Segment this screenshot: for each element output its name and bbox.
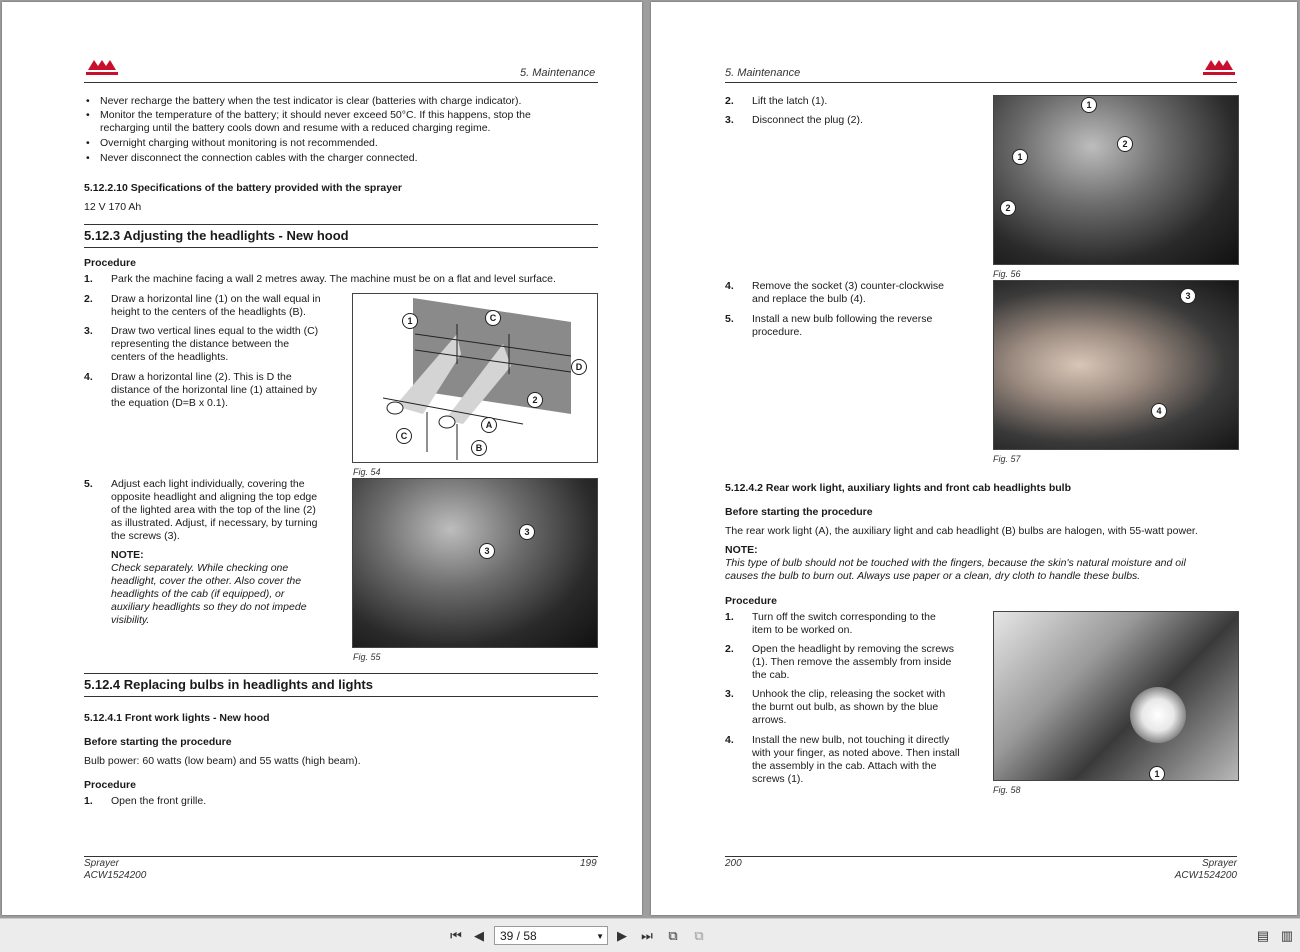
callout: A [481,417,497,433]
step-text: Park the machine facing a wall 2 metres away. The machine must be on a flat and level surface. [111,273,556,285]
footer-rule [725,856,1237,857]
step-text: centers of the headlights. [111,351,229,363]
last-page-icon[interactable]: ⏭ [641,928,653,943]
step-text: Adjust each light individually, covering the [111,478,305,490]
step-text: Draw a horizontal line (1) on the wall equal in [111,293,321,305]
bullet-item: • Never disconnect the connection cables with the charger connected. [100,152,418,165]
footer-doc-code: ACW1524200 [84,870,147,881]
figure-caption: Fig. 57 [993,454,1021,464]
note-text: headlight, cover the other. Also cover the [111,575,302,587]
bullet-item: • Never recharge the battery when the test indicator is clear (batteries with charge indicator). [100,95,521,108]
spec-value: 12 V 170 Ah [84,201,142,213]
callout: 3 [519,524,535,540]
step-text: screws (1). [752,773,804,785]
procedure-label: Procedure [84,257,136,269]
step-number: 2. [725,643,734,655]
step-text: Install a new bulb following the reverse [752,313,933,325]
callout: 1 [1081,97,1097,113]
note-label: NOTE: [725,544,758,556]
footer-doc-name: Sprayer [84,858,120,869]
prev-page-icon[interactable]: ◀ [474,928,484,943]
callout: D [571,359,587,375]
callout: B [471,440,487,456]
headlight-alignment-diagram [353,294,597,462]
step-number: 5. [725,313,734,325]
note-text: visibility. [111,614,150,626]
page-number: 200 [725,858,742,869]
callout: 1 [1012,149,1028,165]
procedure-label: Procedure [84,779,136,791]
step-text: of the lighted area with the top of the line (2) [111,504,316,516]
continuous-view-icon[interactable]: ▥ [1280,928,1294,943]
page-header: 5. Maintenance [520,67,596,79]
figure-caption: Fig. 58 [993,785,1021,795]
step-text: Lift the latch (1). [752,95,828,107]
page-199 [2,2,642,915]
step-text: and replace the bulb (4). [752,293,866,305]
callout: C [485,310,501,326]
single-page-view-icon[interactable]: ▤ [1256,928,1270,943]
callout: C [396,428,412,444]
callout: 3 [479,543,495,559]
step-text: Install the new bulb, not touching it directly [752,734,950,746]
fit-page-icon[interactable]: ⧉ [668,928,678,943]
header-rule [725,82,1237,83]
footer-doc-name: Sprayer [1201,858,1237,869]
spec-heading: 5.12.2.10 Specifications of the battery provided with the sprayer [84,182,403,194]
step-text: Open the headlight by removing the screws [752,643,954,655]
note-text: Check separately. While checking one [111,562,289,574]
note-text: This type of bulb should not be touched with the fingers, because the skin's natural moisture and oil [725,557,1186,569]
figure-54 [352,293,598,463]
step-number: 2. [725,95,734,107]
bulb-power-text: Bulb power: 60 watts (low beam) and 55 watts (high beam). [84,755,361,767]
header-rule [84,82,598,83]
before-label: Before starting the procedure [84,736,232,748]
before-label: Before starting the procedure [725,506,873,518]
page-number-select[interactable] [494,926,608,945]
sub-heading: 5.12.4.1 Front work lights - New hood [84,712,270,724]
figure-caption: Fig. 54 [353,467,381,477]
headlight-lens-icon [1130,687,1186,743]
step-text: the burnt out bulb, as shown by the blue [752,701,939,713]
callout: 2 [527,392,543,408]
figure-57 [993,280,1239,450]
step-text: height to the centers of the headlights (B). [111,306,306,318]
step-text: with your finger, as noted above. Then install [752,747,960,759]
figure-caption: Fig. 56 [993,269,1021,279]
viewer-toolbar [0,918,1300,952]
note-text: headlights of the cab (if equipped), or [111,588,285,600]
figure-58 [993,611,1239,781]
footer-doc-code: ACW1524200 [1174,870,1237,881]
step-text: procedure. [752,326,803,338]
step-text: (1). Then remove the assembly from inside [752,656,952,668]
figure-55 [352,478,598,648]
page-200 [651,2,1297,915]
note-text: auxiliary headlights so they do not impede [111,601,307,613]
sub-heading: 5.12.4.2 Rear work light, auxiliary lights and front cab headlights bulb [725,482,1071,494]
step-text: the cab. [752,669,790,681]
step-number: 2. [84,293,93,305]
step-text: distance of the horizontal line (1) attained by [111,384,318,396]
footer-rule [84,856,598,857]
figure-caption: Fig. 55 [353,652,381,662]
step-text: representing the distance between the [111,338,290,350]
step-text: Turn off the switch corresponding to the [752,611,936,623]
bullet-item: • Monitor the temperature of the battery; it should never exceed 50°C. If this happens, stop the [100,109,531,122]
step-text: item to be worked on. [752,624,853,636]
step-text: Draw two vertical lines equal to the width (C) [111,325,319,337]
procedure-label: Procedure [725,595,777,607]
step-number: 4. [725,280,734,292]
bullet-item: • Overnight charging without monitoring is not recommended. [100,137,378,150]
step-text: the screws (3). [111,530,180,542]
step-number: 4. [725,734,734,746]
callout: 1 [1149,766,1165,781]
step-number: 5. [84,478,93,490]
step-text: Disconnect the plug (2). [752,114,863,126]
step-number: 3. [725,114,734,126]
step-number: 3. [84,325,93,337]
section-heading: 5.12.3 Adjusting the headlights - New hood [84,228,349,243]
step-text: as illustrated. Adjust, if necessary, by turning [111,517,318,529]
step-text: Open the front grille. [111,795,207,807]
step-text: Remove the socket (3) counter-clockwise [752,280,944,292]
step-text: Unhook the clip, releasing the socket with [752,688,946,700]
callout: 3 [1180,288,1196,304]
page-number: 199 [580,858,597,869]
step-number: 1. [84,273,93,285]
bullet-continuation: recharging until the battery cools down and resume with a reduced charging regime. [100,122,491,134]
step-number: 1. [725,611,734,623]
page-indicator: 39 / 58 [500,929,537,943]
callout: 4 [1151,403,1167,419]
step-number: 4. [84,371,93,383]
section-heading: 5.12.4 Replacing bulbs in headlights and lights [84,677,373,692]
note-label: NOTE: [111,549,144,561]
page-header: 5. Maintenance [725,67,801,79]
step-text: arrows. [752,714,787,726]
note-text: causes the bulb to burn out. Always use paper or a clean, dry cloth to handle these bulbs. [725,570,1141,582]
callout: 2 [1117,136,1133,152]
next-page-icon[interactable]: ▶ [617,928,627,943]
fit-width-icon[interactable]: ⧉ [694,928,704,943]
step-text: the assembly in the cab. Attach with the [752,760,937,772]
massey-ferguson-logo-icon [84,56,120,78]
step-number: 1. [84,795,93,807]
callout: 1 [402,313,418,329]
figure-56 [993,95,1239,265]
first-page-icon[interactable]: ⏮ [450,928,462,943]
halogen-text: The rear work light (A), the auxiliary light and cab headlight (B) bulbs are halogen, with 55-watt power. [725,525,1198,537]
massey-ferguson-logo-icon [1201,56,1237,78]
step-text: the equation (D=B x 0.1). [111,397,229,409]
section-rule [84,247,598,248]
section-rule [84,673,598,674]
callout: 2 [1000,200,1016,216]
step-text: Draw a horizontal line (2). This is D the [111,371,292,383]
step-number: 3. [725,688,734,700]
section-rule [84,696,598,697]
step-text: opposite headlight and aligning the top edge [111,491,318,503]
chevron-down-icon: ▼ [596,932,604,941]
section-rule [84,224,598,225]
